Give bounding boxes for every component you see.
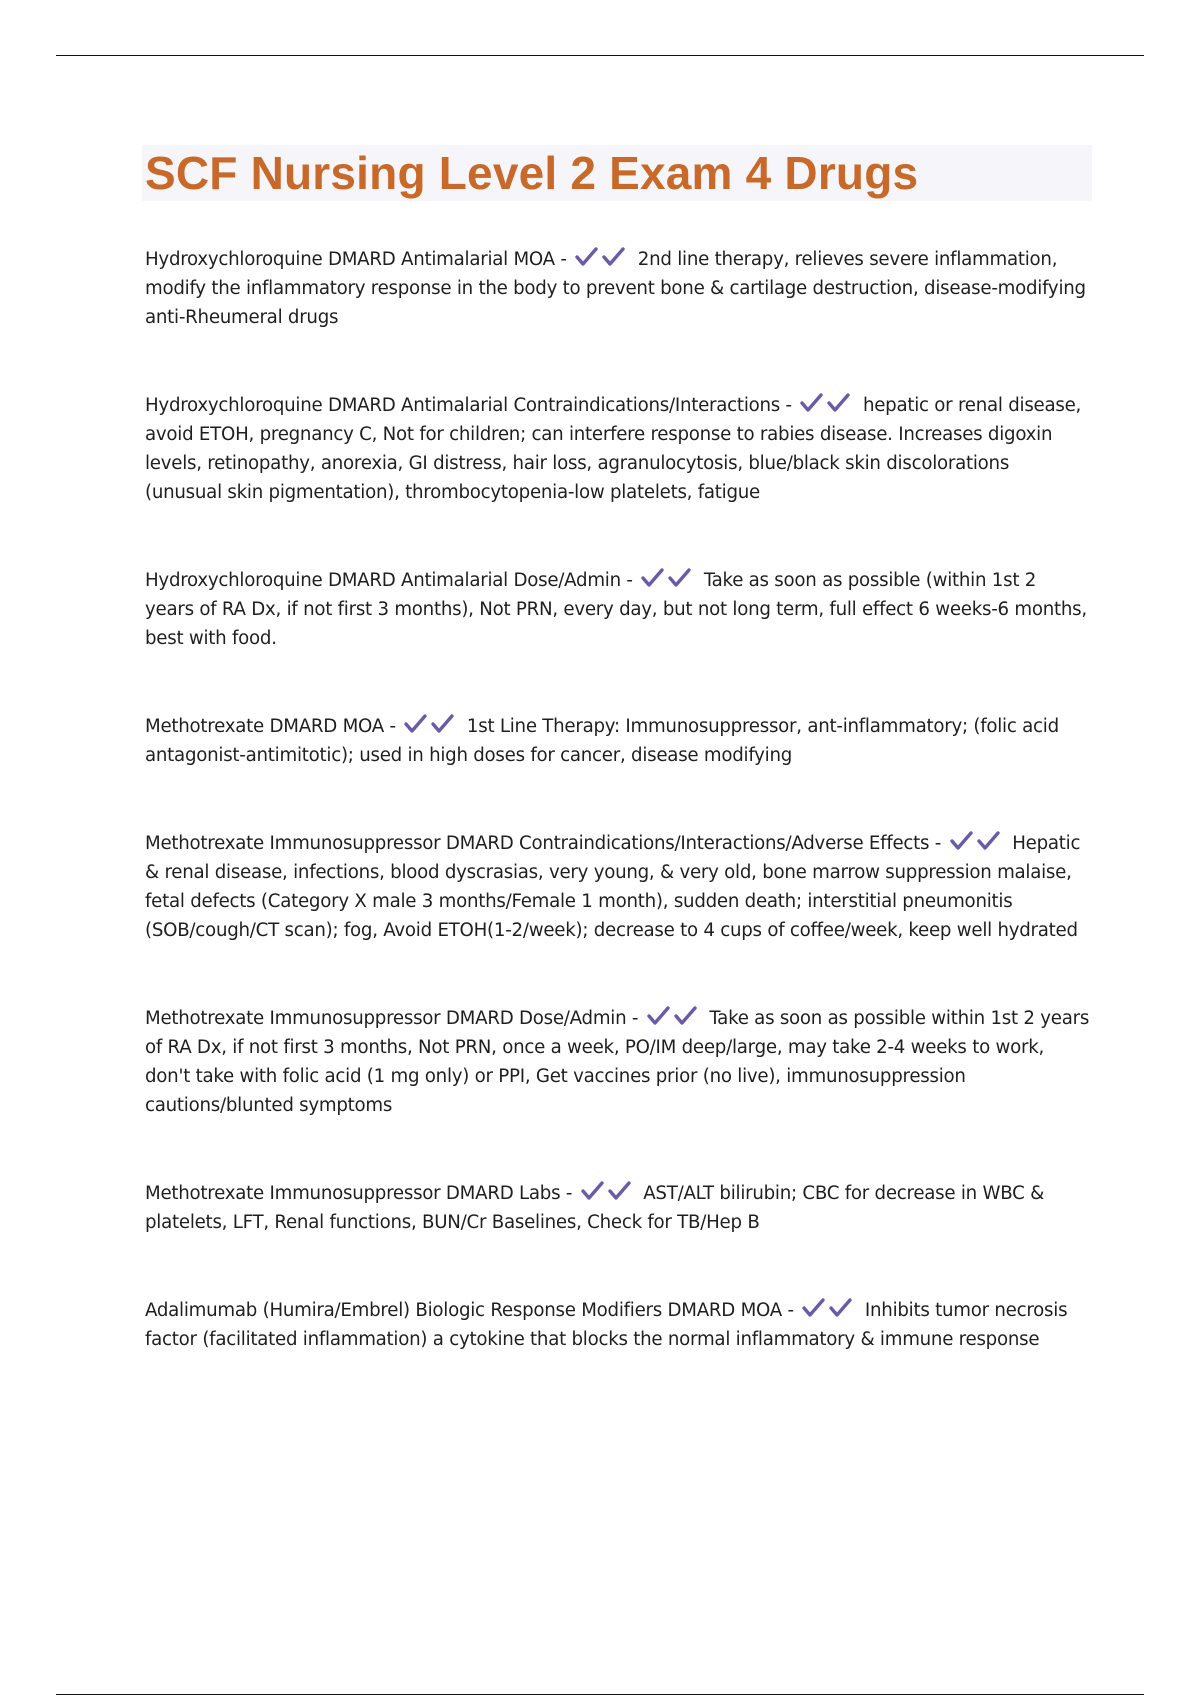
flashcard-entry bbox=[145, 712, 1090, 770]
double-checkmark-icon bbox=[574, 246, 628, 268]
flashcard-entry bbox=[145, 245, 1090, 332]
double-checkmark-icon bbox=[403, 713, 457, 735]
double-checkmark-icon bbox=[646, 1005, 700, 1027]
entry-term: Hydroxychloroquine DMARD Antimalarial MOA - bbox=[145, 249, 567, 270]
flashcard-entry bbox=[145, 391, 1090, 507]
flashcard-entry bbox=[145, 1004, 1090, 1120]
entry-term: Hydroxychloroquine DMARD Antimalarial Contraindications/Interactions - bbox=[145, 395, 792, 416]
entry-term: Methotrexate Immunosuppressor DMARD Dose/Admin - bbox=[145, 1008, 639, 1029]
flashcard-entry bbox=[145, 829, 1090, 945]
page-title: SCF Nursing Level 2 Exam 4 Drugs bbox=[145, 147, 919, 199]
double-checkmark-icon bbox=[801, 1297, 855, 1319]
flashcard-entry bbox=[145, 1296, 1090, 1354]
top-rule bbox=[56, 55, 1144, 56]
entry-definition: Take as soon as possible within 1st 2 years of RA Dx, if not first 3 months, Not PRN, once a week, PO/IM deep/large, may take 2-4 weeks to work, don't take with folic acid (1 mg only) or PPI, Get vaccines prior (no live), immunosuppression cautions/blunted symptoms bbox=[145, 1008, 1090, 1116]
entry-definition: Inhibits tumor necrosis factor (facilitated inflammation) a cytokine that blocks the normal inflammatory & immune response bbox=[145, 1300, 1068, 1350]
entry-term: Methotrexate Immunosuppressor DMARD Labs - bbox=[145, 1183, 573, 1204]
bottom-rule bbox=[56, 1694, 1144, 1695]
entry-definition: 2nd line therapy, relieves severe inflammation, modify the inflammatory response in the body to prevent bone & cartilage destruction, disease-modifying anti-Rheumeral drugs bbox=[145, 249, 1086, 328]
entry-definition: hepatic or renal disease, avoid ETOH, pregnancy C, Not for children; can interfere response to rabies disease. Increases digoxin levels, retinopathy, anorexia, GI distress, hair loss, agranulocytosis, blue/black skin discolorations (unusual skin pigmentation), thrombocytopenia-low platelets, fatigue bbox=[145, 395, 1082, 503]
double-checkmark-icon bbox=[640, 567, 694, 589]
double-checkmark-icon bbox=[580, 1180, 634, 1202]
entry-definition: Take as soon as possible (within 1st 2 years of RA Dx, if not first 3 months), Not PRN, every day, but not long term, full effect 6 weeks-6 months, best with food. bbox=[145, 570, 1087, 649]
entry-term: Adalimumab (Humira/Embrel) Biologic Response Modifiers DMARD MOA - bbox=[145, 1300, 794, 1321]
flashcard-list bbox=[145, 245, 1090, 1413]
entry-definition: AST/ALT bilirubin; CBC for decrease in WBC & platelets, LFT, Renal functions, BUN/Cr Baselines, Check for TB/Hep B bbox=[145, 1183, 1045, 1233]
entry-term: Hydroxychloroquine DMARD Antimalarial Dose/Admin - bbox=[145, 570, 633, 591]
entry-term: Methotrexate Immunosuppressor DMARD Contraindications/Interactions/Adverse Effects - bbox=[145, 833, 942, 854]
double-checkmark-icon bbox=[949, 830, 1003, 852]
entry-term: Methotrexate DMARD MOA - bbox=[145, 716, 396, 737]
entry-definition: 1st Line Therapy: Immunosuppressor, ant-inflammatory; (folic acid antagonist-antimitotic); used in high doses for cancer, disease modifying bbox=[145, 716, 1059, 766]
flashcard-entry bbox=[145, 1179, 1090, 1237]
double-checkmark-icon bbox=[799, 392, 853, 414]
entry-definition: Hepatic & renal disease, infections, blood dyscrasias, very young, & very old, bone marrow suppression malaise, fetal defects (Category X male 3 months/Female 1 month), sudden death; interstitial pneumonitis (SOB/cough/CT scan); fog, Avoid ETOH(1-2/week); decrease to 4 cups of coffee/week, keep well hydrated bbox=[145, 833, 1081, 941]
flashcard-entry bbox=[145, 566, 1090, 653]
